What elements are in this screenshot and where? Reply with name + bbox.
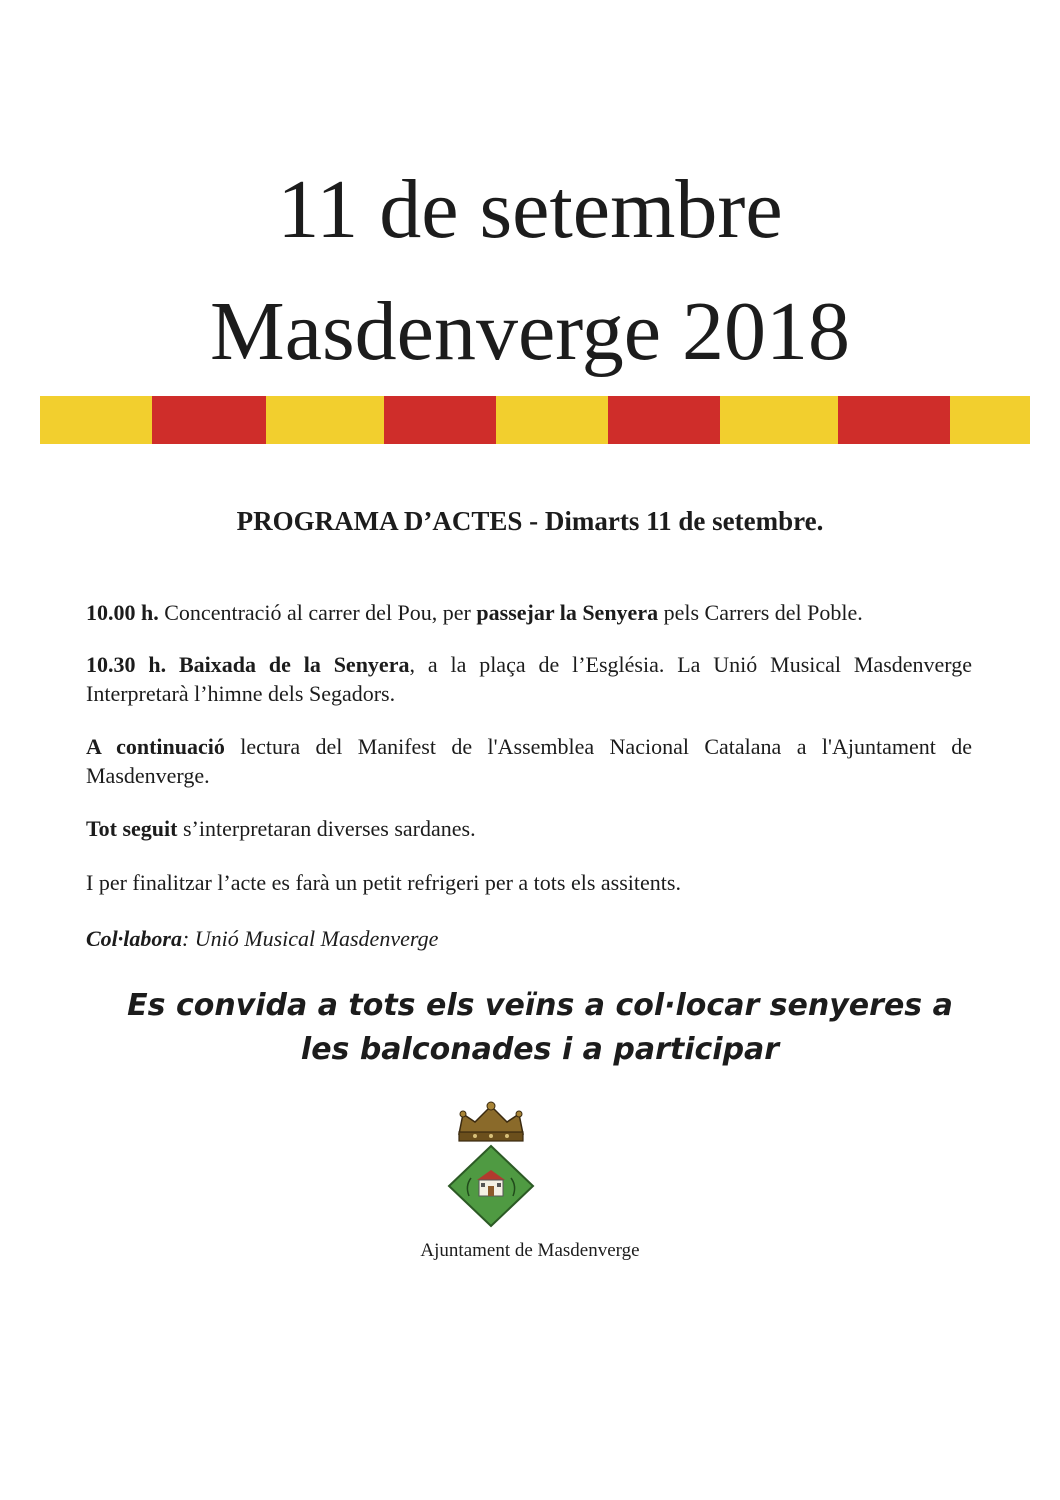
program-item-1-bold: passejar la Senyera bbox=[476, 600, 659, 625]
collabora-text: : Unió Musical Masdenverge bbox=[181, 926, 439, 951]
program-item-2-bold: Baixada de la Senyera bbox=[166, 652, 410, 677]
collabora-label: Col·labora bbox=[86, 926, 182, 951]
program-item-1 bbox=[86, 598, 972, 627]
invitation-text bbox=[80, 984, 1000, 1072]
program-item-5-text: I per finalitzar l’acte es farà un petit refrigeri per a tots els assitents. bbox=[86, 870, 681, 895]
program-item-3 bbox=[86, 732, 972, 790]
program-item-3-text: lectura del Manifest de l'Assemblea Nacional Catalana a l'Ajuntament de Masdenverge. bbox=[86, 734, 972, 788]
program-item-4-text: s’interpretaran diverses sardanes. bbox=[177, 816, 476, 841]
senyera-flag-stripe bbox=[40, 396, 1030, 444]
flag-stripe-red bbox=[384, 396, 496, 444]
program-item-1-text-a: Concentració al carrer del Pou, per bbox=[158, 600, 477, 625]
program-heading: PROGRAMA D’ACTES - Dimarts 11 de setembre. bbox=[236, 506, 824, 536]
flag-stripe-red bbox=[838, 396, 950, 444]
flag-stripe-yellow bbox=[40, 396, 152, 444]
program-item-3-bold: A continuació bbox=[86, 734, 225, 759]
flag-stripe-red bbox=[608, 396, 720, 444]
flag-stripe-red bbox=[152, 396, 266, 444]
program-item-1-text-b: pels Carrers del Poble. bbox=[658, 600, 863, 625]
municipal-coat-of-arms-icon bbox=[441, 1098, 541, 1228]
program-item-4 bbox=[86, 814, 972, 843]
flag-stripe-yellow bbox=[950, 396, 1030, 444]
program-item-4-bold: Tot seguit bbox=[86, 816, 178, 841]
program-item-2-time: 10.30 h. bbox=[86, 652, 167, 677]
invitation-line-2: les balconades i a participar bbox=[300, 1032, 780, 1067]
title-line-1: 11 de setembre bbox=[277, 163, 783, 256]
program-item-2 bbox=[86, 650, 972, 708]
invitation-line-1: Es convida a tots els veïns a col·locar senyeres a bbox=[127, 988, 953, 1023]
flag-stripe-yellow bbox=[266, 396, 384, 444]
program-item-1-time: 10.00 h. bbox=[86, 600, 159, 625]
flag-stripe-yellow bbox=[496, 396, 608, 444]
title-line-2: Masdenverge 2018 bbox=[210, 285, 850, 378]
flag-stripe-yellow bbox=[720, 396, 838, 444]
collabora-line bbox=[86, 924, 972, 953]
program-item-5 bbox=[86, 868, 972, 897]
program-item-2-text: , a la plaça de l’Església. La Unió Musical Masdenverge Interpretarà l’himne dels Segadors. bbox=[86, 652, 972, 706]
footer-municipality-name: Ajuntament de Masdenverge bbox=[420, 1240, 640, 1261]
